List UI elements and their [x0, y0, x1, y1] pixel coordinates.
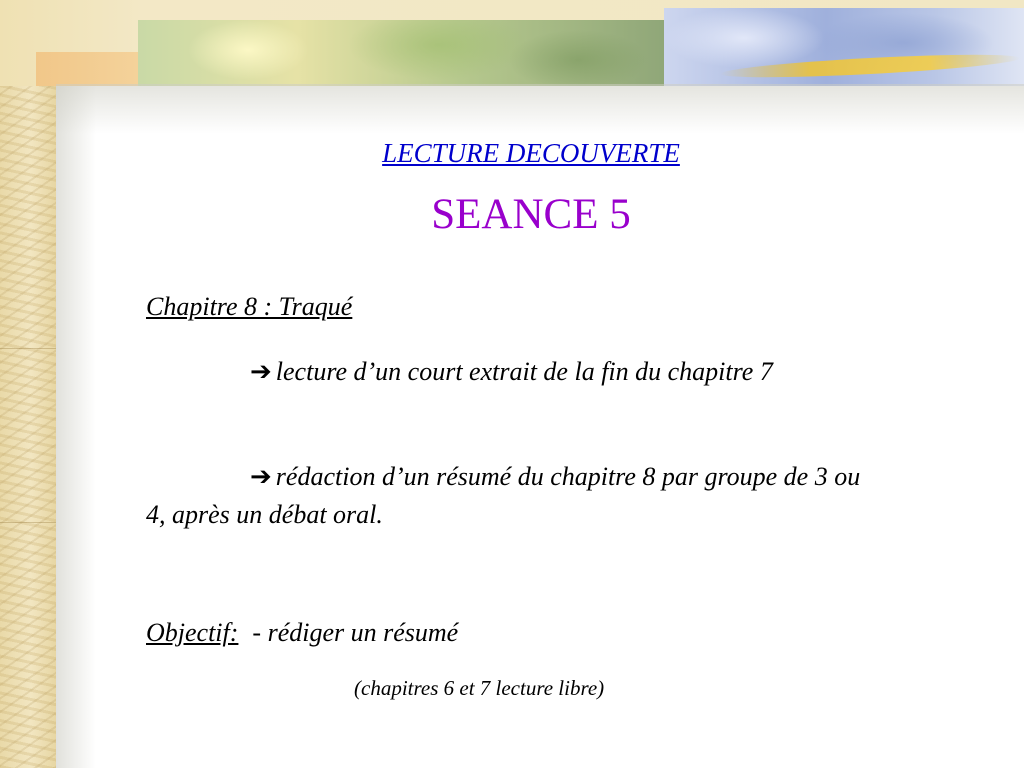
- objective-line: [146, 618, 886, 648]
- bullet-text: lecture d’un court extrait de la fin du chapitre 7: [275, 357, 773, 386]
- arrow-right-icon: ➔: [250, 357, 272, 386]
- slide-title: LECTURE DECOUVERTE: [382, 138, 680, 168]
- leaf-image-panel: [138, 20, 668, 86]
- chapter-heading: Chapitre 8 : Traqué: [146, 292, 353, 321]
- bullet-item: [146, 458, 886, 534]
- reading-note: (chapitres 6 et 7 lecture libre): [354, 676, 605, 700]
- objective-text: - rédiger un résumé: [252, 618, 459, 647]
- strip-seam: [0, 348, 56, 349]
- bullet-text: rédaction d’un résumé du chapitre 8 par groupe de 3 ou 4, après un débat oral.: [146, 462, 861, 529]
- arrow-right-icon: ➔: [250, 462, 272, 491]
- top-decorative-banner: [0, 0, 1024, 86]
- strip-seam: [0, 522, 56, 523]
- bullet-item: [146, 354, 886, 390]
- objective-label: Objectif:: [146, 618, 239, 647]
- left-decorative-strip: [0, 0, 56, 768]
- left-shadow: [56, 84, 96, 768]
- banner-shadow: [56, 84, 1024, 134]
- slide-subtitle: SEANCE 5: [431, 191, 631, 238]
